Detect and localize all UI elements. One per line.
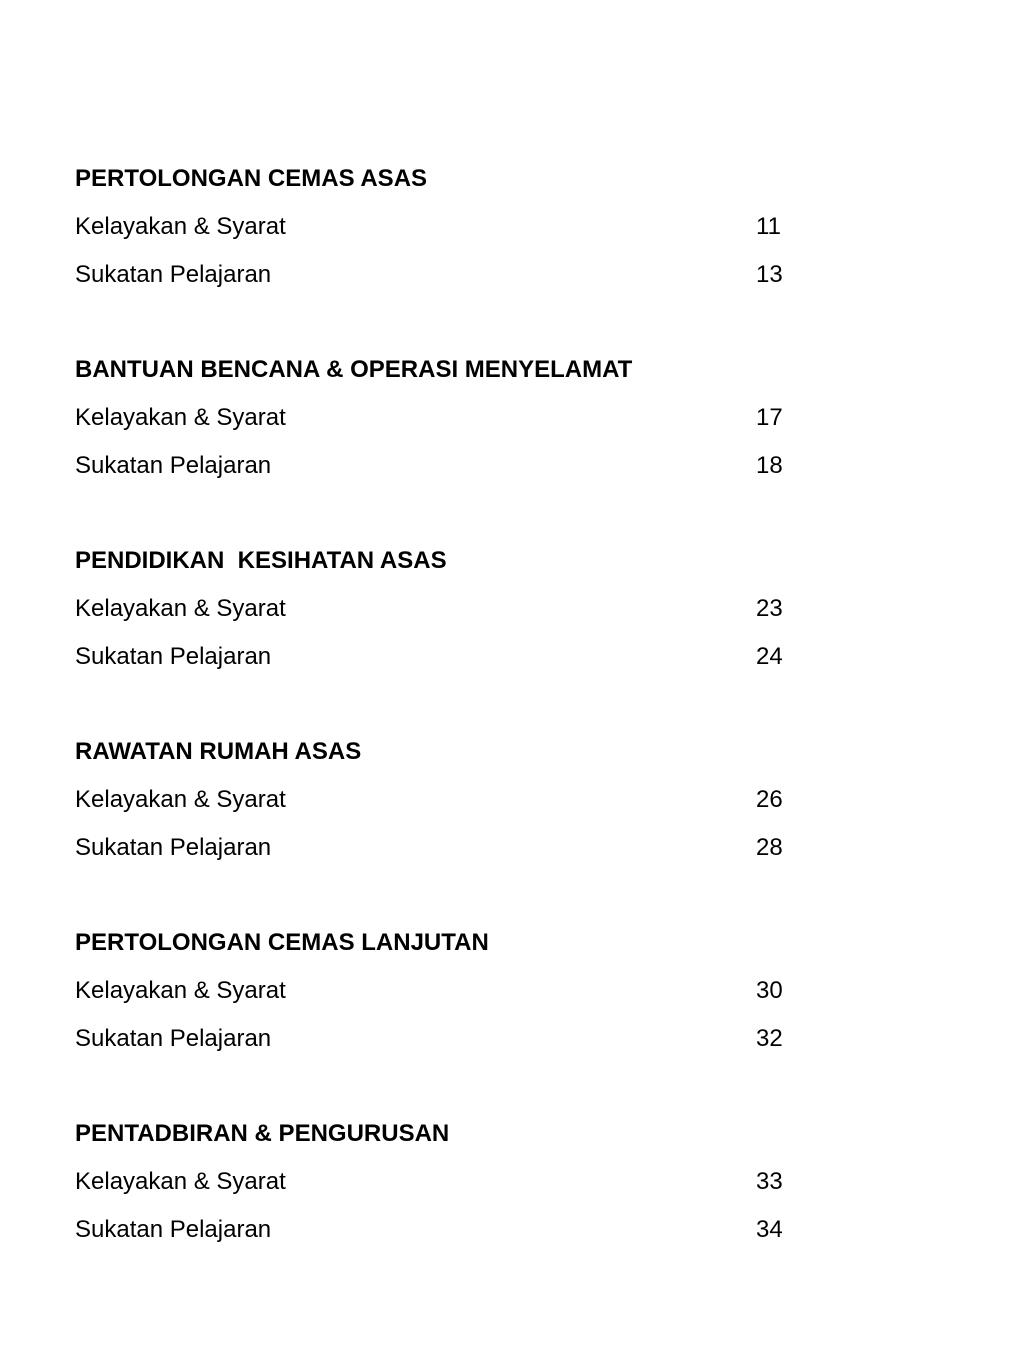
entry-page-number: 18: [756, 452, 783, 479]
toc-section: [75, 1117, 795, 1308]
section-heading: BANTUAN BENCANA & OPERASI MENYELAMAT: [75, 356, 633, 383]
entry-page-number: 17: [756, 404, 783, 431]
toc-section: [75, 353, 795, 544]
toc-section: [75, 735, 795, 926]
toc-entry[interactable]: [75, 1022, 795, 1070]
toc-section: [75, 162, 795, 353]
toc-entry[interactable]: [75, 640, 795, 688]
toc-entry[interactable]: [75, 592, 795, 640]
section-heading: RAWATAN RUMAH ASAS: [75, 738, 362, 765]
toc-entry[interactable]: [75, 1213, 795, 1261]
entry-page-number: 30: [756, 977, 783, 1004]
entry-label: Kelayakan & Syarat: [75, 1168, 286, 1195]
entry-label: Kelayakan & Syarat: [75, 786, 286, 813]
entry-page-number: 24: [756, 643, 783, 670]
entry-label: Sukatan Pelajaran: [75, 261, 272, 288]
toc-entry[interactable]: [75, 974, 795, 1022]
toc-entry[interactable]: [75, 258, 795, 306]
toc-entry[interactable]: [75, 210, 795, 258]
entry-page-number: 13: [756, 261, 783, 288]
entry-label: Sukatan Pelajaran: [75, 452, 272, 479]
entry-label: Kelayakan & Syarat: [75, 977, 286, 1004]
toc-section: [75, 926, 795, 1117]
entry-label: Sukatan Pelajaran: [75, 1216, 272, 1243]
section-heading: PENDIDIKAN KESIHATAN ASAS: [75, 547, 447, 574]
toc-entry[interactable]: [75, 831, 795, 879]
entry-page-number: 23: [756, 595, 783, 622]
entry-page-number: 11: [756, 213, 781, 240]
entry-label: Sukatan Pelajaran: [75, 643, 272, 670]
toc-entry[interactable]: [75, 401, 795, 449]
entry-page-number: 26: [756, 786, 783, 813]
entry-page-number: 32: [756, 1025, 783, 1052]
entry-page-number: 33: [756, 1168, 783, 1195]
entry-label: Kelayakan & Syarat: [75, 404, 286, 431]
entry-label: Kelayakan & Syarat: [75, 595, 286, 622]
toc-entry[interactable]: [75, 449, 795, 497]
toc-entry[interactable]: [75, 783, 795, 831]
entry-page-number: 28: [756, 834, 783, 861]
section-heading: PERTOLONGAN CEMAS LANJUTAN: [75, 929, 489, 956]
toc-section: [75, 544, 795, 735]
entry-page-number: 34: [756, 1216, 783, 1243]
section-heading: PENTADBIRAN & PENGURUSAN: [75, 1120, 450, 1147]
section-heading: PERTOLONGAN CEMAS ASAS: [75, 165, 428, 192]
entry-label: Kelayakan & Syarat: [75, 213, 286, 240]
toc-entry[interactable]: [75, 1165, 795, 1213]
table-of-contents: [75, 162, 795, 1308]
entry-label: Sukatan Pelajaran: [75, 1025, 272, 1052]
entry-label: Sukatan Pelajaran: [75, 834, 272, 861]
